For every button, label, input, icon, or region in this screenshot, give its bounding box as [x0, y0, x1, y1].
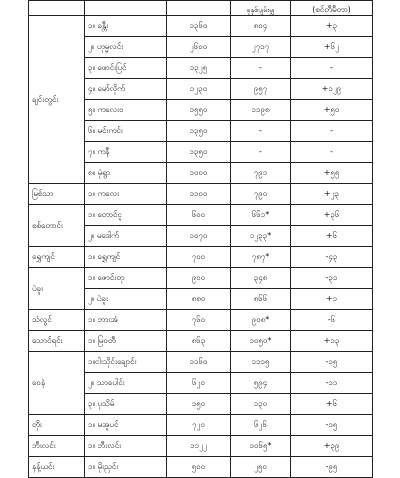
avg-cell: ၁၃၅၀ [167, 142, 231, 163]
current-cell: ၈၀၄ [231, 16, 291, 37]
region-cell: ပဲခူး [29, 268, 85, 310]
current-cell: ၅၉၄ [231, 373, 291, 394]
station-cell: ၁။ မိုးညှင်း [85, 457, 167, 478]
avg-cell: ၁၃၅၀ [167, 121, 231, 142]
current-cell: - [231, 58, 291, 79]
avg-cell: ၈၆၃ [167, 331, 231, 352]
station-cell: ၁။ငါးသိုင်းချောင်း [85, 352, 167, 373]
avg-cell: ၆၀၀ [167, 205, 231, 226]
avg-cell: ၁၅၅၀ [167, 100, 231, 121]
avg-cell: ၁၁၂၂ [167, 436, 231, 457]
region-cell: စစ်တောင်း [29, 205, 85, 247]
station-cell: ၁။ ဇောင်းတု [85, 268, 167, 289]
diff-cell: -၆ [291, 310, 373, 331]
region-cell: ရွှေကျင် [29, 247, 85, 268]
avg-cell: ၁၁၆၀ [167, 352, 231, 373]
header-avg [167, 1, 231, 16]
station-cell: ၂။ မဒေါက် [85, 226, 167, 247]
diff-cell: +၃၉ [291, 436, 373, 457]
station-cell: ၂။ ဟုမ္မလင်း [85, 37, 167, 58]
current-cell: ၇၉၀ [231, 184, 291, 205]
avg-cell: ၁၀၀၀ [167, 163, 231, 184]
header-station [85, 1, 167, 16]
region-cell: သံလွင် [29, 310, 85, 331]
station-cell: ၂။ ပဲခူး [85, 289, 167, 310]
diff-cell: - [291, 58, 373, 79]
station-cell: ၁။ ဘားအံ [85, 310, 167, 331]
diff-cell: - [291, 121, 373, 142]
avg-cell: ၁၁၀၀ [167, 184, 231, 205]
avg-cell: ၆၂၀ [167, 373, 231, 394]
avg-cell: ၇၆၀ [167, 310, 231, 331]
current-cell: ၇၈၇* [231, 247, 291, 268]
current-cell: ၂၇၁၇ [231, 37, 291, 58]
table-row [29, 205, 373, 226]
diff-cell: +၆၂ [291, 37, 373, 58]
station-cell: ၃။ ပုသိမ် [85, 394, 167, 415]
header-row [29, 1, 373, 16]
current-cell: - [231, 121, 291, 142]
current-cell: ၃၄၈ [231, 268, 291, 289]
station-cell: ၂။ သာပေါင်း [85, 373, 167, 394]
station-cell: ၃။ ဖောင်းပြင် [85, 58, 167, 79]
current-cell: - [231, 142, 291, 163]
avg-cell: ၁၃၆၀ [167, 16, 231, 37]
diff-cell: +၃ [291, 16, 373, 37]
diff-cell: -၃၁ [291, 268, 373, 289]
table-row [29, 268, 373, 289]
region-cell: တိုး [29, 415, 85, 436]
current-cell: ၉၀၈* [231, 310, 291, 331]
diff-cell: +၆ [291, 394, 373, 415]
current-cell: ၇၉၁ [231, 163, 291, 184]
current-cell: ၆၆၁* [231, 205, 291, 226]
avg-cell: ၇၂၀ [167, 415, 231, 436]
avg-cell: ၉၀၀ [167, 268, 231, 289]
avg-cell: ၁၅၀ [167, 394, 231, 415]
current-cell: ၂၅၀ [231, 457, 291, 478]
table-body [29, 16, 373, 478]
diff-cell: +၆ [291, 226, 373, 247]
table-row [29, 415, 373, 436]
region-cell: နန့်ယင်း [29, 457, 85, 478]
avg-cell: ၈၈၀ [167, 289, 231, 310]
table-row [29, 247, 373, 268]
station-cell: ၅။ ကလေးဝ [85, 100, 167, 121]
header-diff: (စင်တီမီတာ) [291, 1, 373, 16]
diff-cell: -၉၅ [291, 457, 373, 478]
station-cell: ၈။ မုံရွာ [85, 163, 167, 184]
diff-cell: +၅၀ [291, 100, 373, 121]
table-row [29, 436, 373, 457]
current-cell: ၆၂၆ [231, 415, 291, 436]
current-cell: ၁၀၆၅* [231, 436, 291, 457]
avg-cell: ၂၆၀၀ [167, 37, 231, 58]
current-cell: ၁၁၉၈ [231, 100, 291, 121]
current-cell: ၁၃၀ [231, 394, 291, 415]
region-cell: ဘီးလင်း [29, 436, 85, 457]
diff-cell: -၁၅ [291, 415, 373, 436]
diff-cell: +၁ [291, 289, 373, 310]
table-row [29, 331, 373, 352]
diff-cell: - [291, 142, 373, 163]
station-cell: ၁။ တောင်ငူ [85, 205, 167, 226]
avg-cell: ၁၃၂၅ [167, 58, 231, 79]
station-cell: ၁။ ဘီးလင်း [85, 436, 167, 457]
table-row [29, 310, 373, 331]
station-cell: ၄။ မော်လိုက် [85, 79, 167, 100]
station-cell: ၁။ ခန္တီး [85, 16, 167, 37]
diff-cell: +၁၂၉ [291, 79, 373, 100]
current-cell: ၈၆၆ [231, 289, 291, 310]
current-cell: ၉၅၇ [231, 79, 291, 100]
table-row [29, 16, 373, 37]
diff-cell: +၁၃ [291, 331, 373, 352]
diff-cell: -၄၃ [291, 247, 373, 268]
region-cell: သောင်ရင်း [29, 331, 85, 352]
station-cell: ၁။ ကလေး [85, 184, 167, 205]
table-row [29, 457, 373, 478]
station-cell: ၁။ မြဝတီ [85, 331, 167, 352]
header-region [29, 1, 85, 16]
avg-cell: ၁၂၃၀ [167, 79, 231, 100]
current-cell: ၁၀၅၀* [231, 331, 291, 352]
diff-cell: -၁၅ [291, 352, 373, 373]
station-cell: ၁။ ရွှေကျင် [85, 247, 167, 268]
water-level-table [28, 0, 373, 478]
diff-cell: +၂၃ [291, 184, 373, 205]
station-cell: ၇။ ကနီ [85, 142, 167, 163]
region-cell: မြစ်သာ [29, 184, 85, 205]
current-cell: ၁၂၃၃* [231, 226, 291, 247]
current-cell: ၁၁၁၅ [231, 352, 291, 373]
avg-cell: ၁၀၇၀ [167, 226, 231, 247]
avg-cell: ၅၀၀ [167, 457, 231, 478]
station-cell: ၁။ မအူပင် [85, 415, 167, 436]
table-row [29, 352, 373, 373]
region-cell: ချင်းတွင်း [29, 16, 85, 184]
station-cell: ၆။ မင်းကင်း [85, 121, 167, 142]
header-current: ခုနှစ်ပျမ်းမျှ [231, 1, 291, 16]
diff-cell: +၅၅ [291, 163, 373, 184]
region-cell: ဝေနဲ [29, 352, 85, 415]
avg-cell: ၇၀၀ [167, 247, 231, 268]
table-row [29, 184, 373, 205]
diff-cell: -၁၁ [291, 373, 373, 394]
diff-cell: +၃၆ [291, 205, 373, 226]
